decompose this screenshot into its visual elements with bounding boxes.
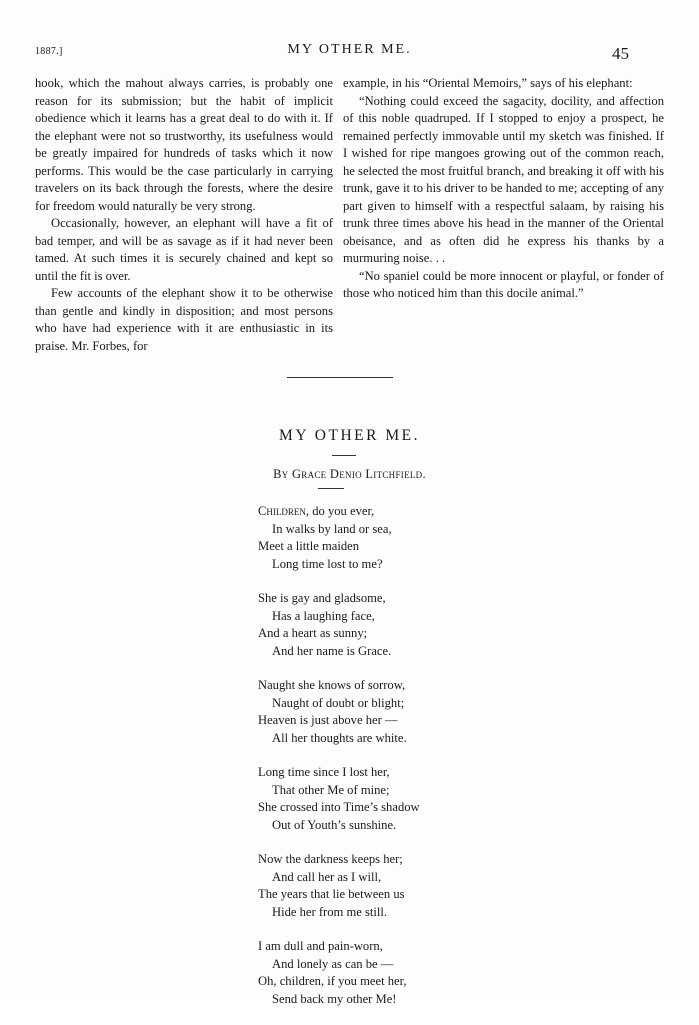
poem-line: She crossed into Time’s shadow: [258, 800, 420, 814]
running-title: MY OTHER ME.: [287, 42, 412, 57]
poem-line: Naught of doubt or blight;: [272, 695, 405, 710]
poem-line: Long time since I lost her,: [258, 765, 390, 779]
poem-line: And call her as I will,: [272, 869, 382, 884]
poem-line: Has a laughing face,: [272, 608, 375, 623]
quote-paragraph: “No spaniel could be more innocent or playful, or fonder of those who noticed him than this docile animal.”: [343, 268, 664, 300]
poem-line: The years that lie between us: [258, 887, 405, 901]
stanza: [258, 938, 420, 1008]
poem-line: Meet a little maiden: [258, 539, 360, 553]
poem-line: Send back my other Me!: [272, 991, 397, 1006]
poem-body: [258, 503, 420, 1025]
poem-line: All her thoughts are white.: [272, 730, 407, 745]
section-divider: [287, 377, 393, 378]
stanza: [258, 851, 420, 921]
title-rule: [332, 455, 356, 456]
poem-first-word: Children,: [258, 504, 310, 518]
poem-line: Heaven is just above her —: [258, 713, 398, 727]
header-year: 1887.]: [35, 46, 63, 57]
poem-byline: By Grace Denio Litchfield.: [273, 467, 426, 481]
stanza: [258, 764, 420, 834]
stanza: [258, 590, 420, 660]
poem-line: Children, do you ever,: [258, 504, 375, 518]
quote-paragraph: “Nothing could exceed the sagacity, docility, and affection of this noble quadruped. If I stopped to enjoy a prospect, he remained perfectly immovable until my sketch was finished. If I wished for ripe mangoes growing out of the common reach, he selected the most fruitful branch, and breaking it off with his trunk, gave it to his driver to be handed to me; accepting of any part given to himself with a respectful salaam, by raising his trunk three times above his head in the manner of the Oriental obeisance, and as often did he express his thanks by a murmuring noise. . .: [343, 93, 664, 265]
left-column: [35, 75, 333, 355]
poem-line: Now the darkness keeps her;: [258, 852, 403, 866]
paragraph: Occasionally, however, an elephant will have a fit of bad temper, and will be as savage as if it had never been tamed. At such times it is securely chained and kept so until the fit is over.: [35, 216, 333, 283]
poem-line: Out of Youth’s sunshine.: [272, 817, 397, 832]
right-column: [343, 75, 664, 303]
poem-line: That other Me of mine;: [272, 782, 390, 797]
page-number: 45: [612, 44, 629, 63]
poem-line: Hide her from me still.: [272, 904, 388, 919]
paragraph: Few accounts of the elephant show it to be otherwise than gentle and kindly in disposition; and most persons who have had experience with it are enthusiastic in its praise. Mr. Forbes, for: [35, 286, 333, 353]
poem-line: And a heart as sunny;: [258, 626, 368, 640]
poem-line: I am dull and pain-worn,: [258, 939, 383, 953]
stanza: [258, 503, 420, 573]
poem-title: MY OTHER ME.: [279, 427, 420, 444]
byline-rule: [318, 488, 344, 489]
paragraph: hook, which the mahout always carries, is probably one reason for its submission; but the habit of implicit obedience which it learns has a great deal to do with it. If the elephant were not so trustworthy, its usefulness would be greatly impaired for hundreds of tasks which it now performs. This would be the case particularly in carrying travelers on its back through the forests, where the desire for freedom would naturally be very strong.: [35, 76, 333, 213]
poem-line: Long time lost to me?: [272, 556, 383, 571]
paragraph: example, in his “Oriental Memoirs,” says of his elephant:: [343, 76, 633, 90]
poem-line: She is gay and gladsome,: [258, 591, 386, 605]
stanza: [258, 677, 420, 747]
poem-line: In walks by land or sea,: [272, 521, 392, 536]
poem-line: Oh, children, if you meet her,: [258, 974, 407, 988]
poem-line: And lonely as can be —: [272, 956, 394, 971]
poem-line: Naught she knows of sorrow,: [258, 678, 406, 692]
poem-line: And her name is Grace.: [272, 643, 392, 658]
